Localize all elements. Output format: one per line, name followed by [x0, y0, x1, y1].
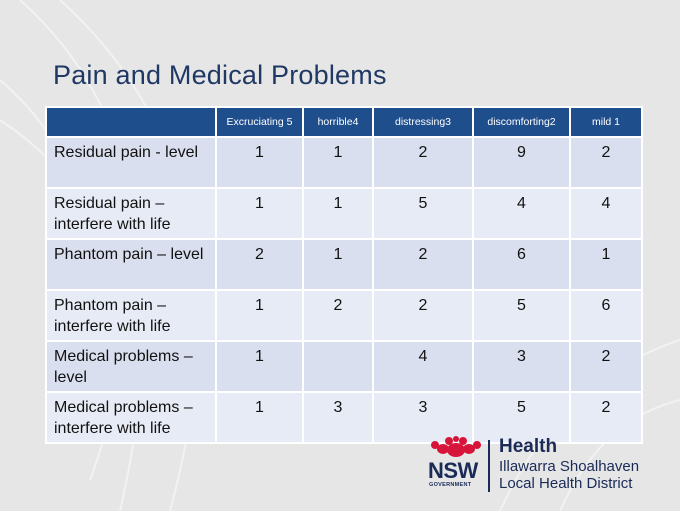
- table-cell: 6: [570, 290, 642, 341]
- table-cell: 2: [570, 341, 642, 392]
- table-row: [46, 239, 642, 290]
- table-cell: 1: [570, 239, 642, 290]
- table-cell: 1: [216, 392, 303, 443]
- row-label: Phantom pain – level: [46, 239, 216, 290]
- table-row: [46, 341, 642, 392]
- header-corner-cell: [46, 107, 216, 137]
- logo-district-line2: Local Health District: [499, 475, 633, 492]
- nsw-health-logo: [424, 436, 656, 496]
- header-distressing: distressing3: [373, 107, 473, 137]
- header-horrible: horrible4: [303, 107, 373, 137]
- row-label: Residual pain – interfere with life: [46, 188, 216, 239]
- header-mild: mild 1: [570, 107, 642, 137]
- row-label: Phantom pain – interfere with life: [46, 290, 216, 341]
- table-cell: 2: [373, 239, 473, 290]
- table-cell: 5: [473, 290, 570, 341]
- logo-government-text: GOVERNMENT: [429, 482, 472, 488]
- table-cell: 1: [216, 290, 303, 341]
- row-label: Medical problems – interfere with life: [46, 392, 216, 443]
- logo-nsw-text: NSW: [428, 458, 478, 483]
- logo-divider: [488, 440, 490, 492]
- table-cell: 1: [216, 188, 303, 239]
- table-cell: 2: [216, 239, 303, 290]
- table-cell: 3: [373, 392, 473, 443]
- table-cell: 1: [303, 188, 373, 239]
- row-label: Medical problems – level: [46, 341, 216, 392]
- table-cell: 1: [216, 137, 303, 188]
- table-cell: 6: [473, 239, 570, 290]
- header-excruciating: Excruciating 5: [216, 107, 303, 137]
- table-cell: 2: [303, 290, 373, 341]
- table-cell: 2: [373, 137, 473, 188]
- table-row: [46, 188, 642, 239]
- table-cell: 9: [473, 137, 570, 188]
- header-discomforting: discomforting2: [473, 107, 570, 137]
- table-cell: 3: [473, 341, 570, 392]
- table-cell: 5: [473, 392, 570, 443]
- table-cell: 2: [570, 137, 642, 188]
- table-cell: 1: [216, 341, 303, 392]
- waratah-flower-icon: [428, 436, 484, 458]
- table-cell: 2: [570, 392, 642, 443]
- page-title: Pain and Medical Problems: [53, 60, 387, 90]
- table-row: [46, 290, 642, 341]
- pain-data-table: [45, 106, 643, 444]
- table-cell: 5: [373, 188, 473, 239]
- table-cell: 1: [303, 239, 373, 290]
- table-cell: 1: [303, 137, 373, 188]
- logo-district-line1: Illawarra Shoalhaven: [499, 458, 640, 475]
- table-cell: 3: [303, 392, 373, 443]
- table-cell: 4: [473, 188, 570, 239]
- row-label: Residual pain - level: [46, 137, 216, 188]
- table-cell: [303, 341, 373, 392]
- table-cell: 2: [373, 290, 473, 341]
- table-header-row: [46, 107, 642, 137]
- table-cell: 4: [570, 188, 642, 239]
- logo-health-text: Health: [499, 436, 558, 457]
- table-cell: 4: [373, 341, 473, 392]
- table-row: [46, 137, 642, 188]
